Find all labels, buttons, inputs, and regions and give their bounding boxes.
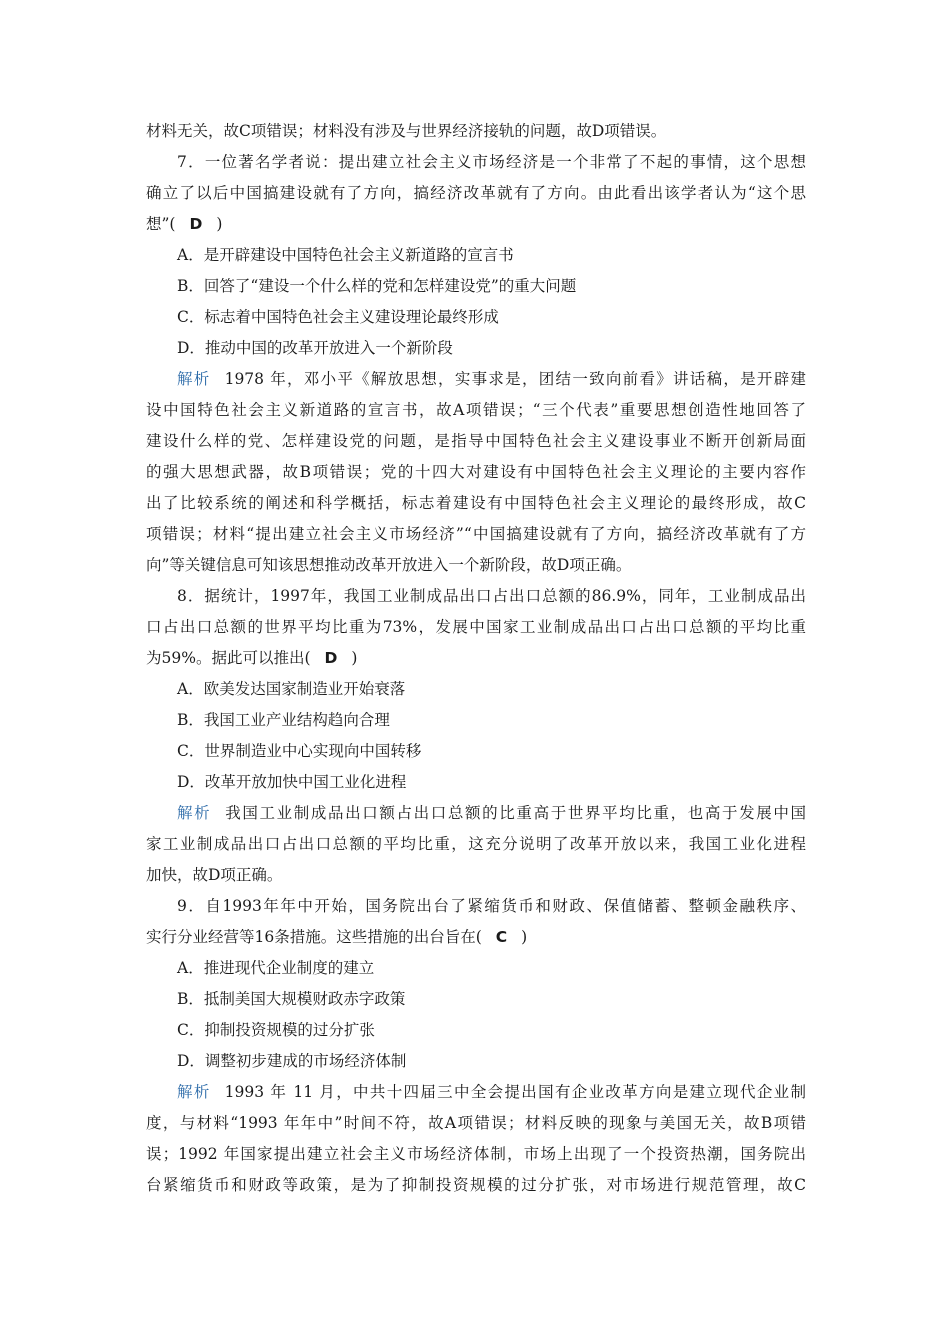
- question-8-paren-open: 为59%。据此可以推出(: [146, 649, 311, 667]
- explanation-7-line: [146, 364, 806, 395]
- explanation-8-line: 家工业制成品出口占出口总额的平均比重，这充分说明了改革开放以来，我国工业化进程: [146, 835, 806, 853]
- explanation-7-line: 向”等关键信息可知该思想推动改革开放进入一个新阶段，故D项正确。: [146, 556, 632, 574]
- question-9-paren-close: ): [521, 928, 528, 946]
- explanation-7-text: 1978 年，邓小平《解放思想，实事求是，团结一致向前看》讲话稿，是开辟建: [224, 370, 806, 388]
- question-7-stem: 7．一位著名学者说：提出建立社会主义市场经济是一个非常了不起的事情，这个思想: [177, 153, 806, 171]
- explanation-8-line: [146, 798, 806, 829]
- question-7-option-b: B．回答了“建设一个什么样的党和怎样建设党”的重大问题: [177, 277, 577, 295]
- explanation-9-text: 1993 年 11 月，中共十四届三中全会提出国有企业改革方向是建立现代企业制: [224, 1083, 806, 1101]
- question-9-answer: C: [495, 928, 508, 946]
- question-7-answer: D: [189, 215, 203, 233]
- explanation-label: 解析: [177, 804, 212, 822]
- question-7-paren-open: 想”(: [146, 215, 176, 233]
- explanation-7-line: 设中国特色社会主义新道路的宣言书，故A项错误；“三个代表”重要思想创造性地回答了: [146, 401, 806, 419]
- question-8-paren-close: ): [351, 649, 358, 667]
- question-8-option-c: C．世界制造业中心实现向中国转移: [177, 742, 422, 760]
- question-9-option-c: C．抑制投资规模的过分扩张: [177, 1021, 375, 1039]
- question-8-option-a: A．欧美发达国家制造业开始衰落: [177, 680, 406, 698]
- explanation-9-line: [146, 1077, 806, 1108]
- question-8-option-b: B．我国工业产业结构趋向合理: [177, 711, 390, 729]
- explanation-8-line: 加快，故D项正确。: [146, 866, 283, 884]
- explanation-7-line: 的强大思想武器，故B项错误；党的十四大对建设有中国特色社会主义理论的主要内容作: [146, 463, 806, 481]
- question-8-stem: 8．据统计，1997年，我国工业制成品出口占出口总额的86.9%，同年，工业制成品出: [177, 587, 806, 605]
- explanation-7-line: 建设什么样的党、怎样建设党的问题，是指导中国特色社会主义建设事业不断开创新局面: [146, 432, 806, 450]
- question-8-stem: 口占出口总额的世界平均比重为73%，发展中国家工业制成品出口占出口总额的平均比重: [146, 618, 806, 636]
- explanation-label: 解析: [177, 1083, 211, 1101]
- question-8-stem-end: [146, 643, 806, 674]
- explanation-7-line: 项错误；材料“提出建立社会主义市场经济”“中国搞建设就有了方向，搞经济改革就有了方: [146, 525, 806, 543]
- explanation-7-line: 出了比较系统的阐述和科学概括，标志着建设有中国特色社会主义理论的最终形成，故C: [146, 494, 806, 512]
- question-8-option-d: D．改革开放加快中国工业化进程: [177, 773, 407, 791]
- question-7-stem: 确立了以后中国搞建设就有了方向，搞经济改革就有了方向。由此看出该学者认为“这个思: [146, 184, 806, 202]
- question-9-stem-text: 实行分业经营等16条措施。这些措施的出台旨在(: [146, 928, 482, 946]
- question-9-option-b: B．抵制美国大规模财政赤字政策: [177, 990, 406, 1008]
- question-7-paren-close: ): [216, 215, 223, 233]
- explanation-9-line: 度，与材料“1993 年年中”时间不符，故A项错误；材料反映的现象与美国无关，故B项错: [146, 1114, 806, 1132]
- question-7-option-c: C．标志着中国特色社会主义建设理论最终形成: [177, 308, 499, 326]
- explanation-9-line: 台紧缩货币和财政等政策，是为了抑制投资规模的过分扩张，对市场进行规范管理，故C: [146, 1176, 806, 1194]
- document-page: [146, 116, 806, 1201]
- question-9-stem-end: [146, 922, 806, 953]
- explanation-label: 解析: [177, 370, 211, 388]
- question-7-option-a: A．是开辟建设中国特色社会主义新道路的宣言书: [177, 246, 514, 264]
- question-9-option-d: D．调整初步建成的市场经济体制: [177, 1052, 407, 1070]
- question-9-option-a: A．推进现代企业制度的建立: [177, 959, 375, 977]
- question-8-answer: D: [324, 649, 338, 667]
- question-9-stem: 9．自1993年年中开始，国务院出台了紧缩货币和财政、保值储蓄、整顿金融秩序、: [177, 897, 806, 915]
- explanation-8-text: 我国工业制成品出口额占出口总额的比重高于世界平均比重，也高于发展中国: [225, 804, 806, 822]
- question-7-stem-end: [146, 209, 806, 240]
- question-7-option-d: D．推动中国的改革开放进入一个新阶段: [177, 339, 453, 357]
- text-line: 材料无关，故C项错误；材料没有涉及与世界经济接轨的问题，故D项错误。: [146, 122, 667, 140]
- explanation-9-line: 误；1992 年国家提出建立社会主义市场经济体制，市场上出现了一个投资热潮，国务院出: [146, 1145, 806, 1163]
